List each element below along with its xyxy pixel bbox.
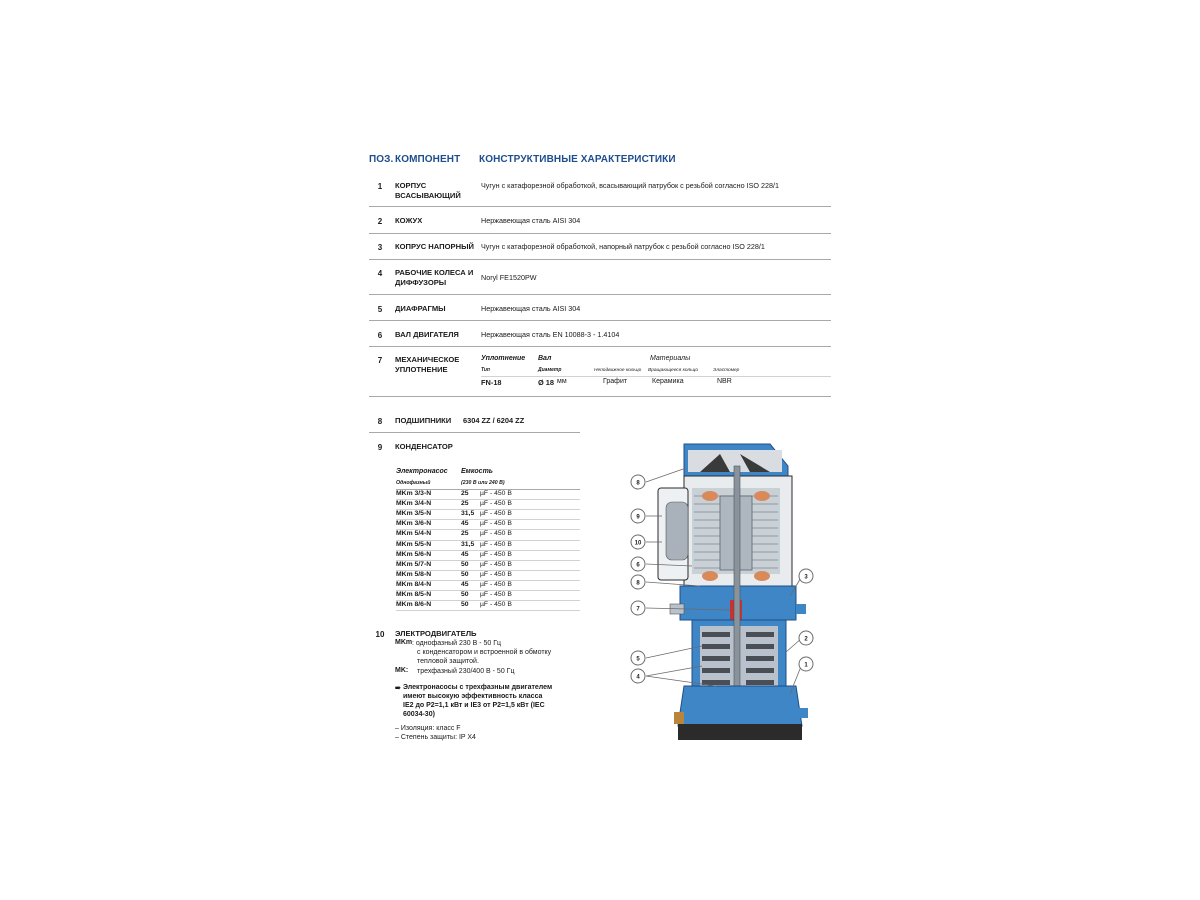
cap-sub-voltage: (230 В или 240 В) xyxy=(461,480,505,486)
capacitor-model: MKm 5/8-N xyxy=(396,570,432,578)
row-6-component: ВАЛ ДВИГАТЕЛЯ xyxy=(395,330,459,339)
capacitor-unit: µF - 450 В xyxy=(480,601,512,609)
callout-4 xyxy=(631,669,645,683)
capacitor-unit: µF - 450 В xyxy=(480,510,512,518)
capacitor-model: MKm 5/5-N xyxy=(396,540,432,548)
callout-6 xyxy=(631,557,645,571)
motor-mkm-label: MKm xyxy=(395,639,413,646)
capacitor-unit: µF - 450 В xyxy=(480,550,512,558)
row-9-number: 9 xyxy=(377,443,383,452)
capacitor-capacity: 25 xyxy=(461,490,469,497)
callout-3 xyxy=(799,569,813,583)
svg-text:9: 9 xyxy=(636,514,640,521)
row-divider xyxy=(369,432,580,433)
svg-text:3: 3 xyxy=(804,574,808,581)
row-8-number: 8 xyxy=(377,417,383,426)
cap-col-capacity: Емкость xyxy=(461,468,493,475)
motor-note-line1: Электронасосы с трехфазным двигателем xyxy=(403,684,553,691)
row-3-description: Чугун с катафорезной обработкой, напорный патрубок с резьбой согласно ISO 228/1 xyxy=(481,242,765,251)
capacitor-model: MKm 3/6-N xyxy=(396,520,432,528)
row-3-number: 3 xyxy=(377,243,383,252)
row-4-description: Noryl FE1520PW xyxy=(481,273,537,282)
svg-text:5: 5 xyxy=(636,656,640,663)
capacitor-model: MKm 8/5-N xyxy=(396,591,432,598)
row-4-component: РАБОЧИЕ КОЛЕСА И ДИФФУЗОРЫ xyxy=(395,268,474,287)
svg-text:7: 7 xyxy=(636,606,640,613)
row-3-component: КОПРУС НАПОРНЫЙ xyxy=(395,242,474,251)
seal-sub-stationary: Неподвижное кольцо xyxy=(594,368,642,373)
row-9-component: КОНДЕНСАТОР xyxy=(395,442,453,451)
svg-text:10: 10 xyxy=(634,540,642,547)
capacitor-unit: µF - 450 В xyxy=(480,591,512,598)
header-characteristics: КОНСТРУКТИВНЫЕ ХАРАКТЕРИСТИКИ xyxy=(479,154,676,165)
pump-cutaway-diagram xyxy=(620,436,820,746)
capacitor-capacity: 25 xyxy=(461,500,469,508)
capacitor-capacity: 31,5 xyxy=(461,510,475,518)
svg-text:8: 8 xyxy=(636,480,640,487)
row-6-number: 6 xyxy=(377,331,383,340)
capacitor-unit: µF - 450 В xyxy=(480,580,512,588)
callout-10 xyxy=(631,535,645,549)
row-10-number: 10 xyxy=(375,630,385,639)
seal-rotating-value: Керамика xyxy=(652,378,684,385)
capacitor-unit: µF - 450 В xyxy=(480,530,512,538)
callout-8-bottom xyxy=(631,575,645,589)
motor-mk-line: трехфазный 230/400 В - 50 Гц xyxy=(417,668,515,675)
capacitor-capacity: 50 xyxy=(461,591,469,598)
svg-text:6: 6 xyxy=(636,562,640,569)
bearings-value: 6304 ZZ / 6204 ZZ xyxy=(463,416,525,425)
motor-note-line3: IE2 до P2=1,1 кВт и IE3 от P2=1,5 кВт (IEC xyxy=(403,702,545,709)
motor-mkm-line2: с конденсатором и встроенной в обмотку xyxy=(417,649,552,656)
seal-col-materials: Материалы xyxy=(650,355,691,362)
motor-mk-label: MK: xyxy=(395,667,409,674)
row-divider xyxy=(369,206,831,207)
capacitor-unit: µF - 450 В xyxy=(480,570,512,578)
motor-protection: – Степень защиты: IP X4 xyxy=(395,734,476,741)
seal-diameter-unit: мм xyxy=(557,378,567,385)
seal-stationary-value: Графит xyxy=(603,378,628,385)
capacitor-capacity: 45 xyxy=(461,550,469,558)
motor-note-line2: имеют высокую эффективность класса xyxy=(403,693,543,700)
header-pos: ПОЗ. xyxy=(369,154,394,165)
row-6-description: Нержавеющая сталь EN 10088-3 - 1.4104 xyxy=(481,330,620,339)
capacitor-model: MKm 5/4-N xyxy=(396,530,432,538)
capacitor-capacity: 45 xyxy=(461,520,469,528)
capacitor-model: MKm 5/6-N xyxy=(396,550,432,558)
capacitor-capacity: 25 xyxy=(461,530,469,538)
cap-col-pump: Электронасос xyxy=(396,468,448,475)
seal-col-seal: Уплотнение xyxy=(481,355,526,362)
row-7-number: 7 xyxy=(377,356,383,365)
row-divider xyxy=(369,346,831,347)
capacitor-capacity: 31,5 xyxy=(461,540,475,548)
callout-9 xyxy=(631,509,645,523)
seal-type-value: FN-18 xyxy=(481,378,502,387)
row-divider xyxy=(369,294,831,295)
svg-text:2: 2 xyxy=(804,636,808,643)
row-2-number: 2 xyxy=(377,217,383,226)
row-7-component: МЕХАНИЧЕСКОЕ УПЛОТНЕНИЕ xyxy=(395,355,460,374)
capacitor-unit: µF - 450 В xyxy=(480,490,512,497)
callout-8-top xyxy=(631,475,645,489)
row-2-component: КОЖУХ xyxy=(395,216,423,225)
row-5-number: 5 xyxy=(377,305,383,314)
row-divider xyxy=(369,396,831,397)
callout-2 xyxy=(799,631,813,645)
capacitor-capacity: 50 xyxy=(461,570,469,578)
capacitor-model: MKm 8/4-N xyxy=(396,580,432,588)
svg-text:4: 4 xyxy=(636,674,640,681)
capacitor-model: MKm 3/3-N xyxy=(396,490,432,497)
capacitor-unit: µF - 450 В xyxy=(480,500,512,508)
seal-col-shaft: Вал xyxy=(538,355,552,362)
row-2-description: Нержавеющая сталь AISI 304 xyxy=(481,216,581,225)
motor-insulation: – Изоляция: класс F xyxy=(395,725,461,732)
capacitor-box xyxy=(658,488,688,580)
capacitor-model: MKm 3/5-N xyxy=(396,510,432,518)
svg-text:1: 1 xyxy=(804,662,808,669)
row-1-component: КОРПУС ВСАСЫВАЮЩИЙ xyxy=(395,181,461,200)
seal-diameter-value: Ø 18 xyxy=(538,378,555,387)
row-1-number: 1 xyxy=(377,182,383,191)
row-divider xyxy=(369,320,831,321)
capacitor-capacity: 50 xyxy=(461,601,469,609)
row-5-component: ДИАФРАГМЫ xyxy=(395,304,446,313)
capacitor-capacity: 45 xyxy=(461,580,469,588)
arrow-icon: ➠ xyxy=(395,685,401,692)
motor-mkm-line1: : однофазный 230 В - 50 Гц xyxy=(412,640,502,647)
row-8-component: ПОДШИПНИКИ xyxy=(395,416,452,425)
row-4-number: 4 xyxy=(377,269,383,278)
capacitor-model: MKm 8/6-N xyxy=(396,601,432,609)
cap-sub-phase: Однофазный xyxy=(396,480,431,486)
seal-subrule xyxy=(481,376,831,377)
seal-sub-diameter: Диаметр xyxy=(538,367,562,373)
capacitor-row-divider xyxy=(396,610,580,611)
capacitor-unit: µF - 450 В xyxy=(480,540,512,548)
capacitor-model: MKm 5/7-N xyxy=(396,560,432,568)
callout-7 xyxy=(631,601,645,615)
motor-mkm-line3: тепловой защитой. xyxy=(417,658,479,665)
svg-text:8: 8 xyxy=(636,580,640,587)
row-1-description: Чугун с катафорезной обработкой, всасывающий патрубок с резьбой согласно ISO 228/1 xyxy=(481,181,779,190)
capacitor-model: MKm 3/4-N xyxy=(396,500,432,508)
seal-sub-elastomer: Эластомер xyxy=(713,368,740,373)
pump-base xyxy=(674,686,808,740)
header-component: КОМПОНЕНТ xyxy=(395,154,461,165)
row-10-component: ЭЛЕКТРОДВИГАТЕЛЬ xyxy=(395,629,477,638)
capacitor-unit: µF - 450 В xyxy=(480,520,512,528)
seal-sub-type: Тип xyxy=(481,367,490,373)
row-divider xyxy=(369,233,831,234)
capacitor-capacity: 50 xyxy=(461,560,469,568)
row-divider xyxy=(369,259,831,260)
seal-sub-rotating: Вращающееся кольцо xyxy=(648,368,699,373)
callout-1 xyxy=(799,657,813,671)
row-5-description: Нержавеющая сталь AISI 304 xyxy=(481,304,581,313)
capacitor-unit: µF - 450 В xyxy=(480,560,512,568)
callout-5 xyxy=(631,651,645,665)
seal-elastomer-value: NBR xyxy=(717,378,732,385)
motor-note-line4: 60034-30) xyxy=(403,711,435,718)
